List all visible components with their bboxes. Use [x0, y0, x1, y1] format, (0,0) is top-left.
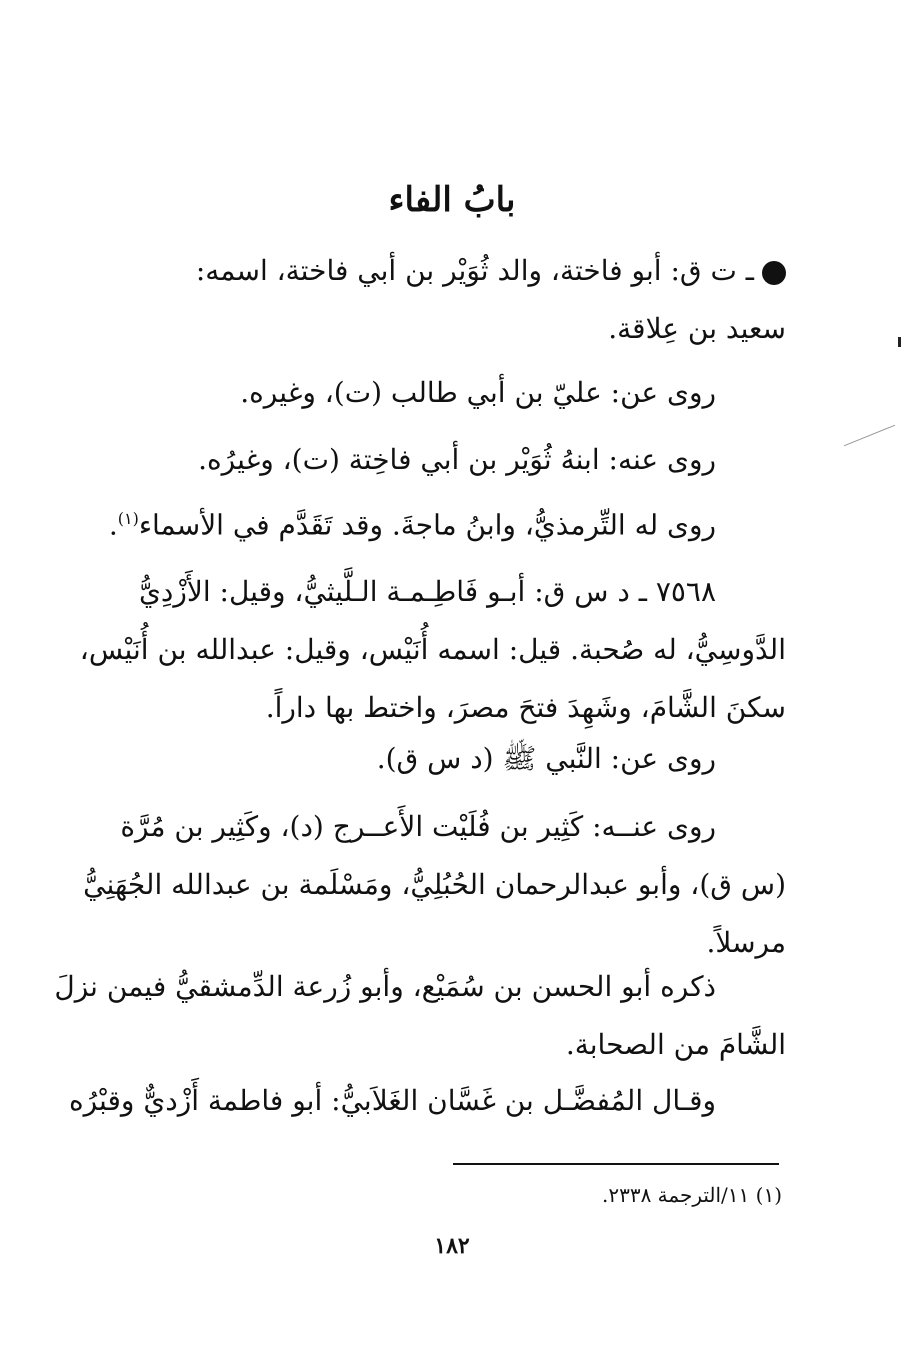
entry2-line3: سكنَ الشَّامَ، وشَهِدَ فتحَ مصرَ، واختط بها داراً.	[265, 691, 786, 724]
footnote-ref: (١)	[117, 509, 139, 528]
entry2-rawa-anhu-1: روى عنــه: كَثِير بن فُلَيْت الأَعــرج (د)، وكَثِير بن مُرَّة	[120, 810, 716, 843]
rawa-anhu-line: روى عنه: ابنهُ ثُوَيْر بن أبي فاخِتة (ت)، وغيرُه.	[198, 443, 716, 476]
entry-abu-fatima	[79, 563, 786, 737]
entry2-qala-line: وقـال المُفضَّـل بن غَسَّان الغَلاَبيُّ: أبو فاطمة أَزْديٌّ وقبْرُه	[68, 1084, 716, 1117]
entry2-mentioned-by	[54, 958, 786, 1074]
rawa-lahu-line: روى له التِّرمذيُّ، وابنُ ماجةَ. وقد تَقَدَّم في الأسماء$^{(١)}$.	[108, 508, 716, 542]
page-number: ١٨٢	[434, 1233, 470, 1259]
chapter-heading: بابُ الفاء	[388, 180, 516, 220]
entry-abu-fakhita	[118, 242, 786, 358]
entry2-narrated-from	[118, 730, 786, 788]
entry2-line2: الدَّوسِيُّ، له صُحبة. قيل: اسمه أُنَيْس، وقيل: عبدالله بن أُنَيْس،	[79, 633, 786, 666]
entry1-line2: سعيد بن عِلاقة.	[608, 312, 786, 345]
entry2-narrated-by	[83, 798, 786, 972]
entry2-line1: ٧٥٦٨ ـ د س ق: أبـو فَاطِـمـة الـلَّيثيُّ، وقيل: الأَزْدِيُّ	[138, 575, 716, 608]
entry2-qala	[68, 1072, 786, 1130]
entry2-rawa-an: روى عن: النَّبي ﷺ (د س ق).	[376, 742, 716, 775]
entry1-line1: ـ ت ق: أبو فاختة، والد ثُوَيْر بن أبي فاختة، اسمه:	[118, 242, 786, 300]
entry2-rawa-anhu-3: مرسلاً.	[706, 926, 786, 959]
footnote-divider	[453, 1163, 779, 1165]
entry1-narrated-by	[118, 431, 786, 489]
scan-edge-mark	[898, 337, 901, 347]
entry2-dhakarahu-1: ذكره أبو الحسن بن سُمَيْع، وأبو زُرعة الدِّمشقيُّ فيمن نزلَ	[54, 970, 716, 1003]
entry1-narrated-from	[118, 364, 786, 422]
footnote: (١) ١١/الترجمة ٢٣٣٨.	[601, 1183, 782, 1207]
entry2-rawa-anhu-2: (س ق)، وأبو عبدالرحمان الحُبُلِيُّ، ومَسْلَمة بن عبدالله الجُهَنِيُّ	[83, 868, 786, 901]
entry2-dhakarahu-2: الشَّامَ من الصحابة.	[565, 1028, 786, 1061]
bullet-icon	[762, 261, 786, 285]
rawa-an-line: روى عن: عليّ بن أبي طالب (ت)، وغيره.	[240, 376, 716, 409]
scan-edge-stroke	[844, 425, 895, 447]
entry1-narrated-for	[108, 490, 786, 554]
